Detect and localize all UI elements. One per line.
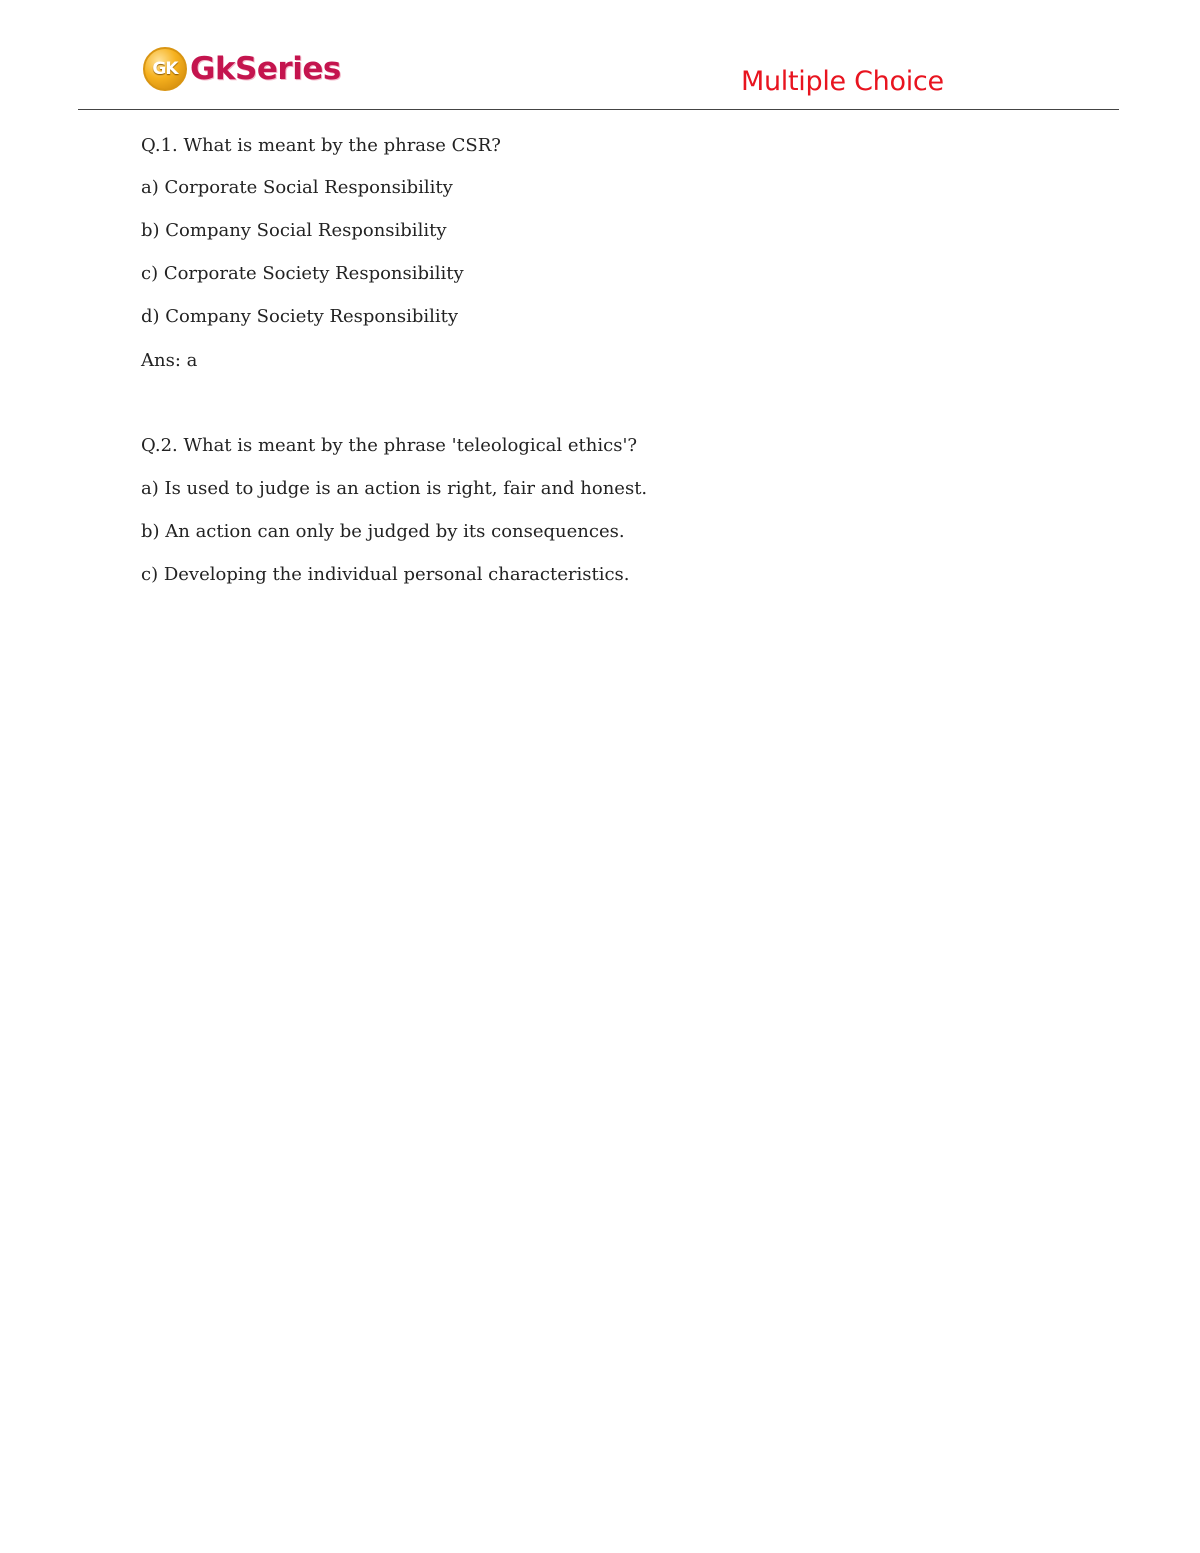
question-1-option-b: b) Company Social Responsibility — [141, 220, 447, 241]
question-1-option-c: c) Corporate Society Responsibility — [141, 263, 464, 284]
question-1-option-a: a) Corporate Social Responsibility — [141, 177, 453, 198]
question-2-option-c: c) Developing the individual personal characteristics. — [141, 564, 630, 585]
question-1-text: Q.1. What is meant by the phrase CSR? — [141, 135, 501, 156]
gk-badge-icon: GK — [143, 47, 187, 91]
question-2-text: Q.2. What is meant by the phrase 'teleological ethics'? — [141, 435, 638, 456]
gkseries-logo — [143, 42, 341, 96]
question-1-option-d: d) Company Society Responsibility — [141, 306, 459, 327]
header-divider — [78, 109, 1119, 110]
header-label: Multiple Choice — [741, 66, 944, 97]
question-2-option-b: b) An action can only be judged by its consequences. — [141, 521, 625, 542]
logo-text: GkSeries — [190, 51, 341, 87]
question-1-answer: Ans: a — [141, 350, 198, 371]
question-2-option-a: a) Is used to judge is an action is right, fair and honest. — [141, 478, 648, 499]
